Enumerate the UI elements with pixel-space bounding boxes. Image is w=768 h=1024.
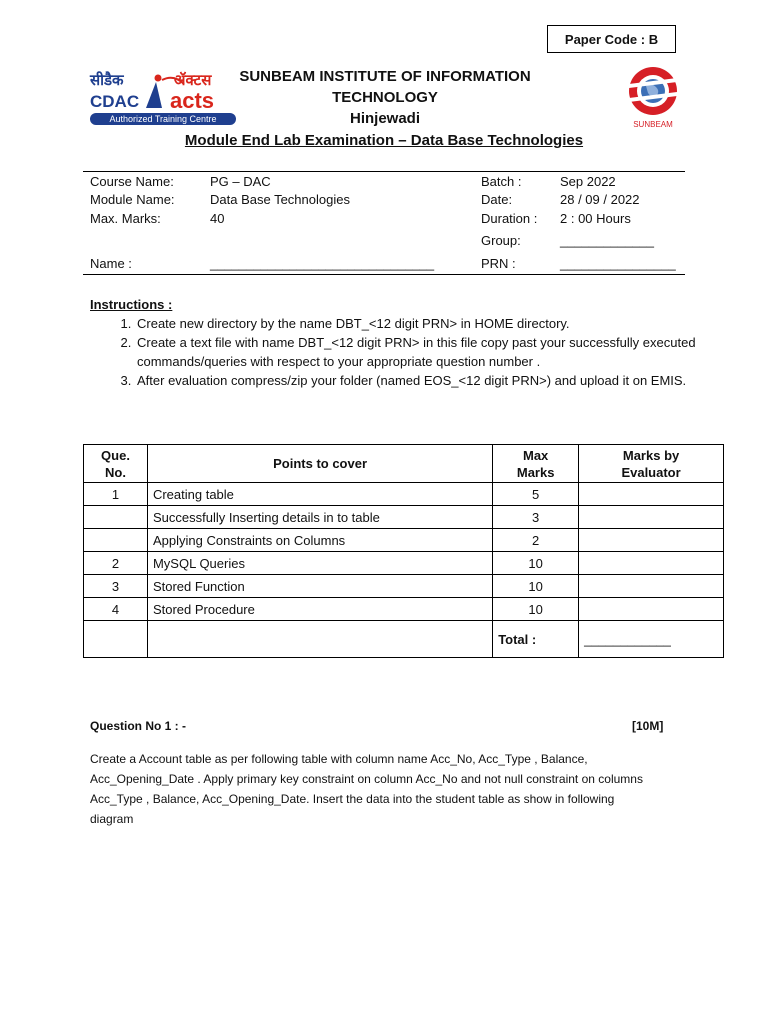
cell-que-no bbox=[84, 529, 148, 552]
cell-point: Applying Constraints on Columns bbox=[147, 529, 492, 552]
question-marks: [10M] bbox=[632, 719, 664, 733]
table-total-row bbox=[84, 621, 724, 658]
header-que-no: Que. No. bbox=[84, 445, 148, 483]
header-points: Points to cover bbox=[147, 445, 492, 483]
logo-head-icon bbox=[155, 75, 162, 82]
logo-hindi-cdac: सीडैक bbox=[90, 71, 124, 89]
table-row bbox=[84, 506, 724, 529]
max-marks-value: 40 bbox=[210, 211, 225, 226]
cell-max-marks: 10 bbox=[493, 598, 579, 621]
prn-label: PRN : bbox=[481, 256, 516, 271]
instruction-item: 2. Create a text file with name DBT_<12 digit PRN> in this file copy past your successfully executed commands/queries with respect to your appropriate question number . bbox=[135, 333, 725, 371]
cell-que-no: 3 bbox=[84, 575, 148, 598]
cell-evaluator bbox=[579, 575, 724, 598]
info-top-rule bbox=[83, 171, 685, 172]
logo-hindi-acts: ॲक्टस bbox=[174, 71, 212, 89]
max-marks-label: Max. Marks: bbox=[90, 211, 161, 226]
cell-point: Stored Procedure bbox=[147, 598, 492, 621]
cell-que-no: 2 bbox=[84, 552, 148, 575]
group-label: Group: bbox=[481, 233, 521, 248]
cell-evaluator bbox=[579, 598, 724, 621]
cdac-acts-logo bbox=[88, 68, 238, 126]
cell-que-no: 4 bbox=[84, 598, 148, 621]
institute-line-1: SUNBEAM INSTITUTE OF INFORMATION bbox=[239, 68, 531, 85]
total-field: ____________ bbox=[579, 621, 724, 658]
date-value: 28 / 09 / 2022 bbox=[560, 192, 640, 207]
sunbeam-logo-text: SUNBEAM bbox=[633, 120, 673, 129]
cell-point: Creating table bbox=[147, 483, 492, 506]
table-header-row bbox=[84, 445, 724, 483]
duration-value: 2 : 00 Hours bbox=[560, 211, 631, 226]
paper-code-box bbox=[547, 25, 676, 53]
cell-evaluator bbox=[579, 529, 724, 552]
question-heading: Question No 1 : - bbox=[90, 719, 186, 733]
instructions-title: Instructions : bbox=[90, 297, 173, 312]
institute-header bbox=[230, 66, 540, 129]
cell-point: Successfully Inserting details in to table bbox=[147, 506, 492, 529]
exam-title: Module End Lab Examination – Data Base Technologies bbox=[184, 132, 584, 149]
course-value: PG – DAC bbox=[210, 174, 271, 189]
logo-tagline: Authorized Training Centre bbox=[109, 114, 217, 124]
cell-point: MySQL Queries bbox=[147, 552, 492, 575]
instruction-item: 3. After evaluation compress/zip your folder (named EOS_<12 digit PRN>) and upload it on EMIS. bbox=[135, 371, 725, 390]
cell-point: Stored Function bbox=[147, 575, 492, 598]
table-row bbox=[84, 552, 724, 575]
cell-evaluator bbox=[579, 506, 724, 529]
name-field: _______________________________ bbox=[210, 256, 435, 271]
cdac-acts-logo-graphic bbox=[88, 68, 238, 126]
cell-empty bbox=[147, 621, 492, 658]
question-text: Create a Account table as per following table with column name Acc_No, Acc_Type , Balance, Acc_Opening_Date . Apply primary key constraint on column Acc_No and not null constraint on columns Acc_Type , Balance, Acc_Opening_Date. Insert the data into the student table as show in following diagram bbox=[90, 752, 643, 826]
cell-max-marks: 3 bbox=[493, 506, 579, 529]
cell-max-marks: 5 bbox=[493, 483, 579, 506]
cell-evaluator bbox=[579, 552, 724, 575]
table-row bbox=[84, 575, 724, 598]
module-value: Data Base Technologies bbox=[210, 192, 350, 207]
paper-code: Paper Code : B bbox=[564, 31, 659, 47]
logo-figure-icon bbox=[146, 82, 162, 108]
instructions-list bbox=[90, 314, 725, 390]
instruction-item: 1. Create new directory by the name DBT_<12 digit PRN> in HOME directory. bbox=[135, 314, 725, 333]
table-row bbox=[84, 598, 724, 621]
group-field: _____________ bbox=[560, 233, 654, 248]
cell-max-marks: 10 bbox=[493, 575, 579, 598]
batch-label: Batch : bbox=[481, 174, 522, 189]
cell-max-marks: 10 bbox=[493, 552, 579, 575]
cell-max-marks: 2 bbox=[493, 529, 579, 552]
name-label: Name : bbox=[90, 256, 132, 271]
logo-cdac: CDAC bbox=[90, 92, 140, 111]
cell-que-no bbox=[84, 506, 148, 529]
header-max-marks: Max Marks bbox=[493, 445, 579, 483]
sunbeam-logo-graphic bbox=[624, 64, 682, 130]
table-row bbox=[84, 483, 724, 506]
info-bottom-rule bbox=[83, 274, 685, 275]
header-marks-by-evaluator: Marks by Evaluator bbox=[579, 445, 724, 483]
institute-line-3: Hinjewadi bbox=[349, 110, 420, 127]
marks-table bbox=[83, 444, 724, 658]
cell-evaluator bbox=[579, 483, 724, 506]
batch-value: Sep 2022 bbox=[560, 174, 616, 189]
table-row bbox=[84, 529, 724, 552]
sunbeam-logo bbox=[624, 64, 682, 130]
course-label: Course Name: bbox=[90, 174, 174, 189]
institute-line-2: TECHNOLOGY bbox=[332, 89, 438, 106]
prn-field: ________________ bbox=[560, 256, 676, 271]
cell-que-no: 1 bbox=[84, 483, 148, 506]
duration-label: Duration : bbox=[481, 211, 538, 226]
logo-acts: acts bbox=[170, 88, 215, 113]
cell-empty bbox=[84, 621, 148, 658]
module-label: Module Name: bbox=[90, 192, 175, 207]
total-label: Total : bbox=[493, 621, 579, 658]
date-label: Date: bbox=[481, 192, 513, 207]
